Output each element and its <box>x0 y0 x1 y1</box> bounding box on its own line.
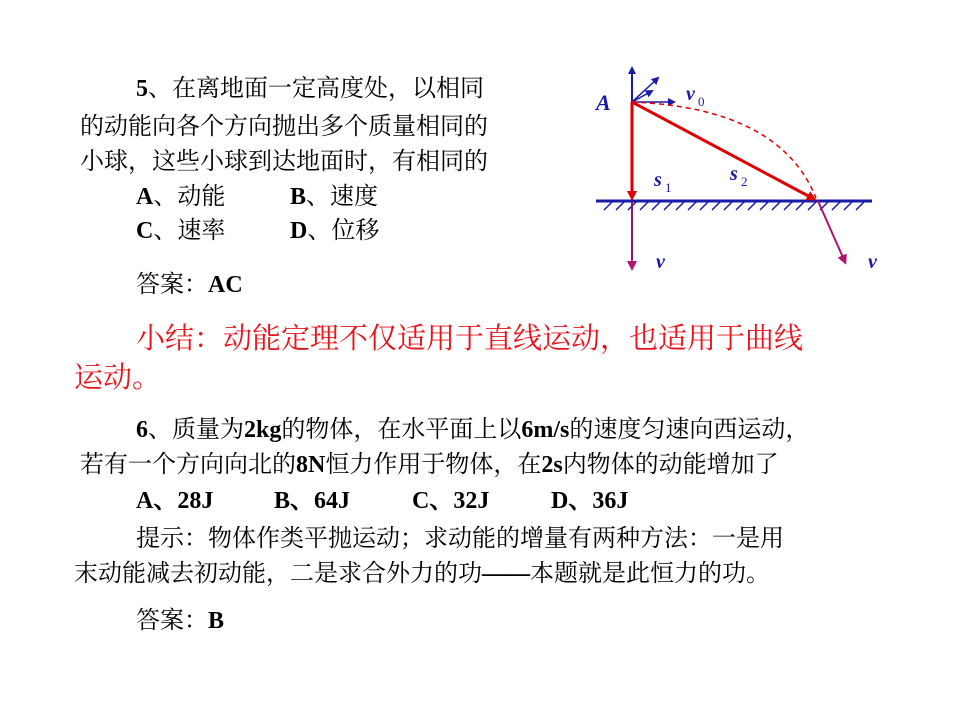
option-text: 、64J <box>290 488 351 514</box>
q5-option-b <box>290 180 378 213</box>
q6-answer <box>136 604 224 637</box>
option-text: 、36J <box>568 488 629 514</box>
text: 的速度匀速向西运动， <box>569 415 810 443</box>
q6-hint-line2 <box>74 557 770 590</box>
q5-number: 5 <box>136 76 148 102</box>
q6-option-d <box>551 485 628 517</box>
summary-line2: 运动。 <box>74 360 162 394</box>
label-a: A <box>596 90 611 115</box>
option-letter: C <box>136 218 154 244</box>
option-text: 、28J <box>153 488 214 514</box>
label-v-right: v <box>868 251 877 273</box>
q6-hint-line1: 提示：物体作类平抛运动；求动能的增量有两种方法：一是用 <box>136 524 784 552</box>
dash: —— <box>482 561 530 587</box>
q6-number: 6 <box>136 417 148 443</box>
label-v0-sub: 0 <box>698 94 705 109</box>
label-s2-sub: 2 <box>741 174 748 189</box>
force-value: 8N <box>296 452 326 478</box>
summary-line1: 小结：动能定理不仅适用于直线运动，也适用于曲线 <box>136 321 804 355</box>
option-letter: C <box>412 488 430 514</box>
text: 若有一个方向向北的 <box>80 450 296 478</box>
text: 内物体的动能增加了 <box>562 450 779 478</box>
q5-option-a <box>136 180 225 213</box>
label-v0: v <box>686 83 695 105</box>
answer-value: AC <box>208 272 243 298</box>
label-s1-sub: 1 <box>665 180 672 195</box>
q6-option-b <box>274 485 350 517</box>
label-s2: s <box>730 163 738 185</box>
option-text: 、位移 <box>307 216 380 244</box>
q5-option-d <box>290 214 379 247</box>
option-letter: B <box>274 488 291 514</box>
mass-value: 2kg <box>244 417 282 443</box>
q6-option-a <box>136 485 213 517</box>
time-value: 2s <box>541 452 563 478</box>
option-letter: A <box>136 488 154 514</box>
ground-hatching <box>604 202 864 210</box>
q5-line2: 的动能向各个方向抛出多个质量相同的 <box>80 112 488 140</box>
q5-line1 <box>136 72 484 105</box>
text: 末动能减去初动能，二是求合外力的功 <box>74 559 482 587</box>
option-letter: D <box>290 218 308 244</box>
answer-value: B <box>208 608 225 634</box>
projectile-diagram <box>590 60 890 280</box>
option-text: 、32J <box>429 488 490 514</box>
option-text: 、速度 <box>306 182 379 210</box>
speed-value: 6m/s <box>521 417 570 443</box>
q5-line3: 小球，这些小球到达地面时，有相同的 <box>80 147 488 175</box>
q5-line1-text: 、在离地面一定高度处，以相同 <box>148 74 484 102</box>
answer-label: 答案： <box>136 270 208 298</box>
q5-answer <box>136 268 243 301</box>
q6-line2 <box>80 448 779 481</box>
option-letter: D <box>551 488 569 514</box>
direction-arrow-up-right <box>632 78 658 102</box>
text: 、质量为 <box>148 415 244 443</box>
option-text: 、动能 <box>153 182 226 210</box>
option-letter: A <box>136 184 154 210</box>
option-text: 、速率 <box>153 216 226 244</box>
q6-line1 <box>136 413 809 446</box>
answer-label: 答案： <box>136 606 208 634</box>
text: 的物体，在水平面上以 <box>281 415 522 443</box>
v-right-arrow <box>818 201 845 262</box>
text: 本题就是此恒力的功。 <box>530 559 770 587</box>
q6-option-c <box>412 485 489 517</box>
q5-option-c <box>136 214 225 247</box>
label-v-left: v <box>656 251 665 273</box>
option-letter: B <box>290 184 307 210</box>
label-s1: s <box>654 169 662 191</box>
text: 恒力作用于物体，在 <box>325 450 542 478</box>
